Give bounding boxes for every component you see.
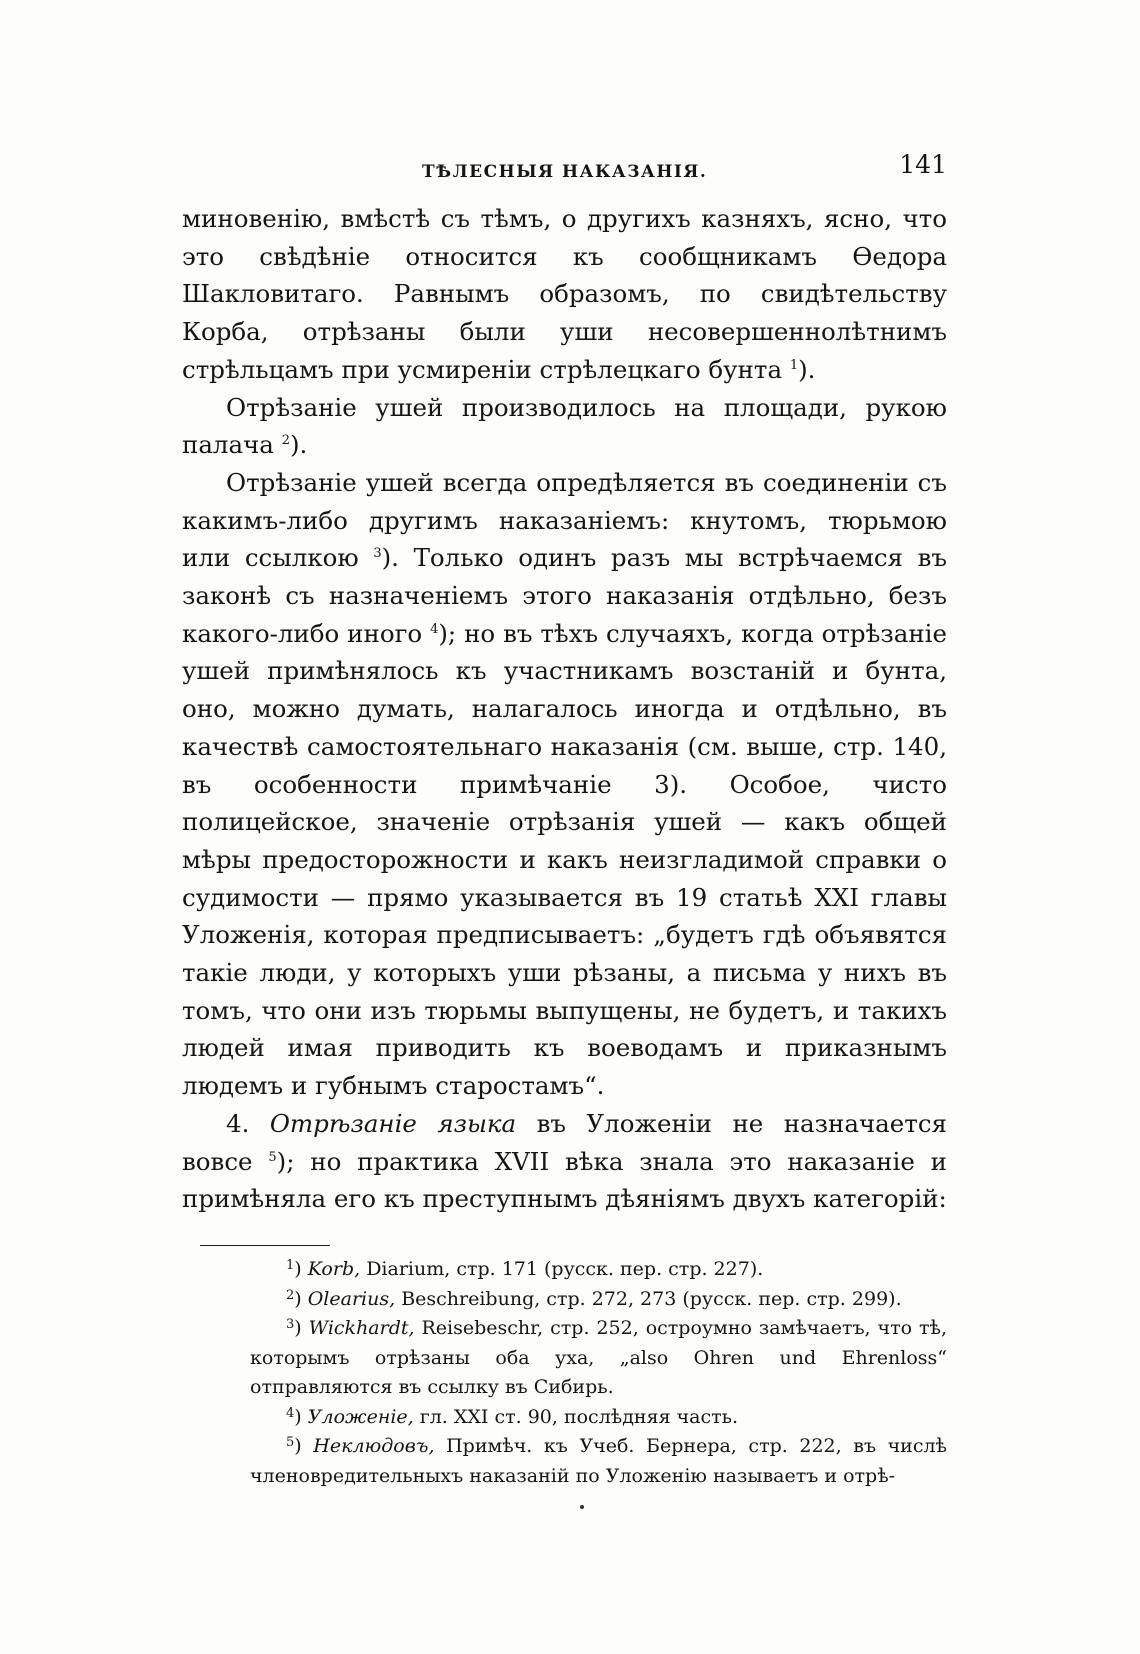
print-speck [580,1505,584,1509]
footnote-2: $^2$) Olearius, Beschreibung, стр. 272, 273 (русск. пер. стр. 299). [286,1287,902,1310]
footnote-1: $^1$) Korb, Diarium, стр. 171 (русск. пер. стр. 227). [286,1258,764,1280]
footnote-ref-1: 1 [789,357,799,373]
footnote-ref-4: 4 [430,621,439,637]
footnote-ref-2: 2 [281,433,290,449]
paragraph-4: 4. Отрѣзаніе языка въ Уложеніи не назначается вовсе $^5$); но практика XVII вѣка знала это наказаніе и примѣняла его къ преступнымъ дѣяніямъ двухъ категорій: [182,1108,947,1214]
running-header [182,150,947,190]
footnote-4: $^4$) Уложеніе, гл. XXI ст. 90, послѣдняя часть. [286,1405,739,1428]
footnote-separator [200,1245,330,1246]
paragraph-3: Отрѣзаніе ушей всегда опредѣляется въ соединеніи съ какимъ-либо другимъ наказаніемъ: кнутомъ, тюрьмою или ссылкою $^3$). Только одинъ разъ мы встрѣчаемся въ законѣ съ назначеніемъ этого наказанія отдѣльно, безъ какого-либо иного $^4$); но въ тѣхъ случаяхъ, когда отрѣзаніе ушей примѣнялось къ участникамъ возстаній и бунта, оно, можно думать, налагалось иногда и отдѣльно, въ качествѣ самостоятельнаго наказанія (см. выше, стр. 140, въ особенности примѣчаніе 3). Особое, чисто полицейское, значеніе отрѣзанія ушей — какъ общей мѣры предосторожности и какъ неизгладимой справки о судимости — прямо указывается въ 19 статьѣ XXI главы Уложенія, которая предписываетъ: „будетъ гдѣ объявятся такіе люди, у которыхъ уши рѣзаны, а письма у нихъ въ томъ, что они изъ тюрьмы выпущены, не будетъ, и такихъ людей имая приводить къ воеводамъ и приказнымъ людемъ и губнымъ старостамъ“. [182,467,948,1101]
footnote-ref-5: 5 [268,1149,277,1165]
page-number: 141 [899,150,947,179]
running-title: ТѢЛЕСНЫЯ НАКАЗАНІЯ. [422,162,708,182]
section-term: Отрѣзаніе языка [269,1108,517,1138]
main-text [182,200,947,1218]
footnote-5: $^5$) Неклюдовъ, Примѣч. къ Учеб. Бернера, стр. 222, въ числѣ членовредительныхъ наказаній по Уложенію называетъ и отрѣ- [250,1435,948,1487]
paragraph-1: миновенію, вмѣстѣ съ тѣмъ, о другихъ казняхъ, ясно, что это свѣдѣніе относится къ сообщникамъ Ѳедора Шакловитаго. Равнымъ образомъ, по свидѣтельству Корба, отрѣзаны были уши несовершеннолѣтнимъ стрѣльцамъ при усмиреніи стрѣлецкаго бунта $^1$). [182,204,947,384]
footnote-ref-3: 3 [373,546,382,562]
paragraph-2: Отрѣзаніе ушей производилось на площади, рукою палача $^2$). [182,392,947,460]
footnote-3: $^3$) Wickhardt, Reisebeschr, стр. 252, остроумно замѣчаетъ, что тѣ, которымъ отрѣзаны оба уха, „also Ohren und Ehrenloss“ отправляются въ ссылку въ Сибирь. [250,1317,947,1398]
footnotes [250,1255,947,1491]
